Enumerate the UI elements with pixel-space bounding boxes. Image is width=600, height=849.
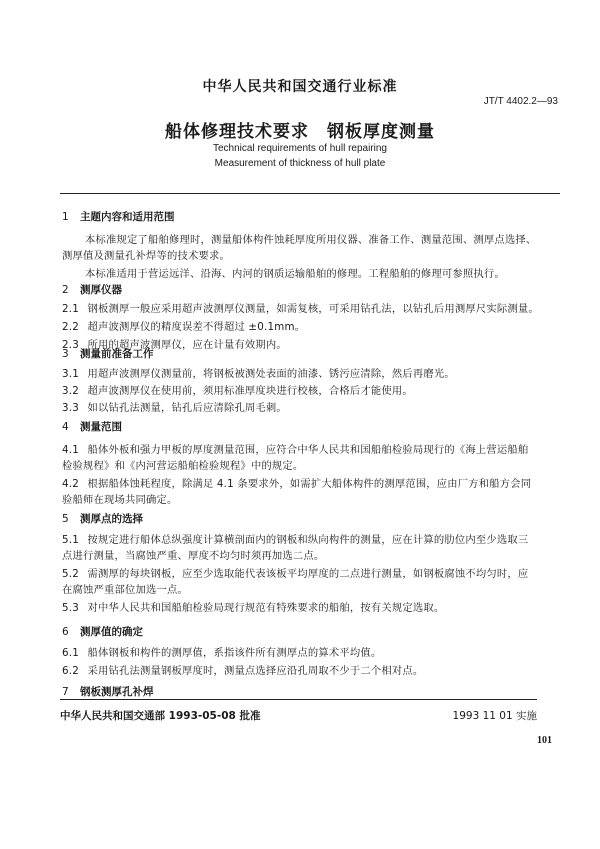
clause bbox=[62, 599, 444, 614]
section-title: 测厚值的确定 bbox=[80, 626, 143, 638]
clause bbox=[62, 365, 455, 380]
standard-code: JT/T 4402.2—93 bbox=[483, 96, 558, 107]
clause-number: 2.1 bbox=[62, 303, 79, 315]
section-title: 钢板测厚孔补焊 bbox=[80, 686, 154, 698]
clause-text: 船体外板和强力甲板的厚度测量范围，应符合中华人民共和国船舶检验局现行的《海上营运船舶 bbox=[87, 444, 529, 456]
clause-number: 3.2 bbox=[62, 385, 79, 397]
clause-text: 按规定进行船体总纵强度计算横剖面内的钢板和纵向构件的测量，应在计算的肋位内至少选取三 bbox=[87, 534, 529, 546]
clause bbox=[62, 475, 531, 490]
footer-divider bbox=[60, 699, 537, 700]
clause-text: 钢板测厚一般应采用超声波测厚仪测量，如需复核，可采用钻孔法，以钻孔后用测厚尺实际测量。 bbox=[87, 303, 539, 315]
section-number: 2 bbox=[62, 284, 69, 296]
clause bbox=[62, 644, 381, 659]
clause-text: 超声波测厚仪在使用前，须用标准厚度块进行校核，合格后才能使用。 bbox=[87, 385, 413, 397]
clause-text: 根据船体蚀耗程度，除满足 4.1 条要求外，如需扩大船体构件的测厚范围，应由厂方和船方会同 bbox=[87, 478, 532, 490]
clause-text: 用超声波测厚仪测量前，将钢板被测处表面的油漆、锈污应清除，然后再磨光。 bbox=[87, 368, 455, 380]
section-heading bbox=[62, 511, 143, 526]
section-heading bbox=[62, 624, 143, 639]
section-heading bbox=[62, 346, 154, 361]
clause bbox=[62, 662, 423, 677]
clause bbox=[62, 318, 305, 333]
section-heading bbox=[62, 282, 122, 297]
section-number: 7 bbox=[62, 686, 69, 698]
section-heading bbox=[62, 419, 122, 434]
clause-number: 4.2 bbox=[62, 478, 79, 490]
paragraph-line: 本标准适用于营运远洋、沿海、内河的钢质运输船舶的修理。工程船舶的修理可参照执行。 bbox=[85, 268, 505, 280]
section-title: 测厚仪器 bbox=[80, 284, 122, 296]
section-number: 5 bbox=[62, 513, 69, 525]
clause-number: 2.3 bbox=[62, 339, 79, 351]
clause-number: 5.3 bbox=[62, 602, 79, 614]
section-number: 1 bbox=[62, 211, 69, 223]
section-heading bbox=[62, 684, 154, 699]
section-title: 测厚点的选择 bbox=[80, 513, 143, 525]
clause-continuation: 在腐蚀严重部位加选一点。 bbox=[62, 584, 188, 596]
clause-number: 2.2 bbox=[62, 321, 79, 333]
clause-number: 4.1 bbox=[62, 444, 79, 456]
clause bbox=[62, 382, 413, 397]
section-heading bbox=[62, 209, 175, 224]
clause-continuation: 检验规程》和《内河营运船舶检验规程》中的规定。 bbox=[62, 460, 304, 472]
clause-number: 3.1 bbox=[62, 368, 79, 380]
clause bbox=[62, 531, 528, 546]
page-number: 101 bbox=[537, 735, 552, 746]
approval-line: 中华人民共和国交通部 1993-05-08 批准 bbox=[60, 710, 261, 722]
clause-text: 需测厚的每块钢板，应至少选取能代表该板平均厚度的二点进行测量，如钢板腐蚀不均匀时，应 bbox=[87, 568, 529, 580]
clause bbox=[62, 565, 528, 580]
clause bbox=[62, 300, 539, 315]
clause-text: 对中华人民共和国船舶检验局现行规范有特殊要求的船舶，按有关规定选取。 bbox=[87, 602, 445, 614]
issuing-organization: 中华人民共和国交通行业标准 bbox=[202, 79, 398, 95]
english-title-line-1: Technical requirements of hull repairing bbox=[213, 143, 387, 154]
english-title-line-2: Measurement of thickness of hull plate bbox=[214, 158, 386, 169]
paragraph-line: 本标准规定了船舶修理时，测量船体构件蚀耗厚度所用仪器、准备工作、测量范围、测厚点选择、 bbox=[85, 234, 537, 246]
clause-number: 5.1 bbox=[62, 534, 79, 546]
clause-number: 3.3 bbox=[62, 402, 79, 414]
section-title: 主题内容和适用范围 bbox=[80, 211, 175, 223]
clause-text: 超声波测厚仪的精度误差不得超过 ±0.1mm。 bbox=[87, 321, 306, 333]
clause-text: 如以钻孔法测量，钻孔后应清除孔周毛刺。 bbox=[87, 402, 287, 414]
clause-continuation: 验船师在现场共同确定。 bbox=[62, 494, 178, 506]
header-divider bbox=[60, 193, 560, 194]
implementation-date: 1993 11 01 实施 bbox=[452, 710, 537, 722]
section-number: 3 bbox=[62, 348, 69, 360]
section-title: 测量前准备工作 bbox=[80, 348, 154, 360]
section-number: 4 bbox=[62, 421, 69, 433]
clause bbox=[62, 399, 287, 414]
clause-text: 船体钢板和构件的测厚值，系指该件所有测厚点的算术平均值。 bbox=[87, 647, 382, 659]
section-title: 测量范围 bbox=[80, 421, 122, 433]
paragraph-line: 测厚值及测量孔补焊等的技术要求。 bbox=[62, 250, 230, 262]
clause bbox=[62, 441, 528, 456]
clause-text: 所用的超声波测厚仪，应在计量有效期内。 bbox=[87, 339, 287, 351]
clause-text: 采用钻孔法测量钢板厚度时，测量点选择应沿孔周取不少于二个相对点。 bbox=[87, 665, 424, 677]
section-number: 6 bbox=[62, 626, 69, 638]
document-title: 船体修理技术要求 钢板厚度测量 bbox=[165, 122, 435, 142]
clause-continuation: 点进行测量，当腐蚀严重、厚度不均匀时须再加选二点。 bbox=[62, 550, 325, 562]
clause-number: 6.2 bbox=[62, 665, 79, 677]
clause-number: 6.1 bbox=[62, 647, 79, 659]
clause-number: 5.2 bbox=[62, 568, 79, 580]
